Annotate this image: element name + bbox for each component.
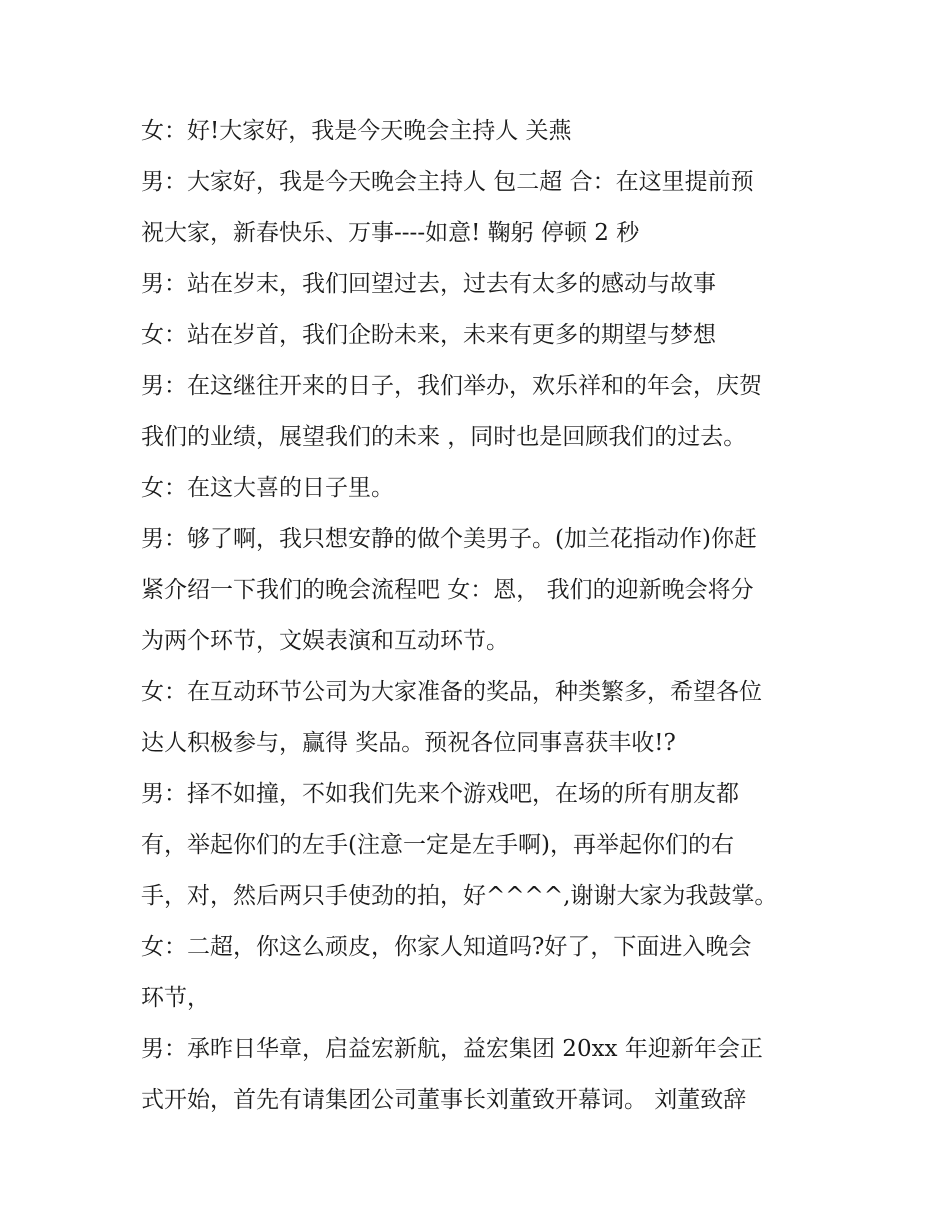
script-text [141, 106, 821, 1126]
text-line: 式开始，首先有请集团公司董事长刘董致开幕词。 刘董致辞 [141, 1087, 747, 1113]
text-line: 男：大家好，我是今天晚会主持人 包二超 合：在这里提前预 [141, 169, 754, 195]
text-line: 环节， [141, 985, 210, 1011]
text-line: 男：在这继往开来的日子，我们举办，欢乐祥和的年会，庆贺 [141, 373, 762, 399]
text-line: 我们的业绩，展望我们的未来 ，同时也是回顾我们的过去。 [141, 424, 747, 450]
text-line: 男：择不如撞，不如我们先来个游戏吧，在场的所有朋友都 [141, 781, 739, 807]
text-line: 男：够了啊，我只想安静的做个美男子。(加兰花指动作)你赶 [141, 526, 757, 552]
text-line: 女：在这大喜的日子里。 [141, 475, 394, 501]
text-line: 有，举起你们的左手(注意一定是左手啊)，再举起你们的右 [141, 832, 734, 858]
text-line: 女：二超，你这么顽皮，你家人知道吗?好了，下面进入晚会 [141, 934, 752, 960]
text-line: 女：好!大家好，我是今天晚会主持人 关燕 [141, 118, 572, 144]
text-line: 男：站在岁末，我们回望过去，过去有太多的感动与故事 [141, 271, 716, 297]
text-line: 女：在互动环节公司为大家准备的奖品，种类繁多，希望各位 [141, 679, 762, 705]
text-line: 祝大家，新春快乐、万事----如意! 鞠躬 停顿 2 秒 [141, 220, 640, 246]
text-line: 为两个环节，文娱表演和互动环节。 [141, 628, 509, 654]
text-line: 手，对，然后两只手使劲的拍，好^^^^,谢谢大家为我鼓掌。 [141, 883, 778, 909]
text-line: 达人积极参与，赢得 奖品。预祝各位同事喜获丰收!? [141, 730, 676, 756]
text-line: 女：站在岁首，我们企盼未来，未来有更多的期望与梦想 [141, 322, 716, 348]
text-line: 男：承昨日华章，启益宏新航，益宏集团 20xx 年迎新年会正 [141, 1036, 763, 1062]
text-line: 紧介绍一下我们的晚会流程吧 女：恩， 我们的迎新晚会将分 [141, 577, 754, 603]
